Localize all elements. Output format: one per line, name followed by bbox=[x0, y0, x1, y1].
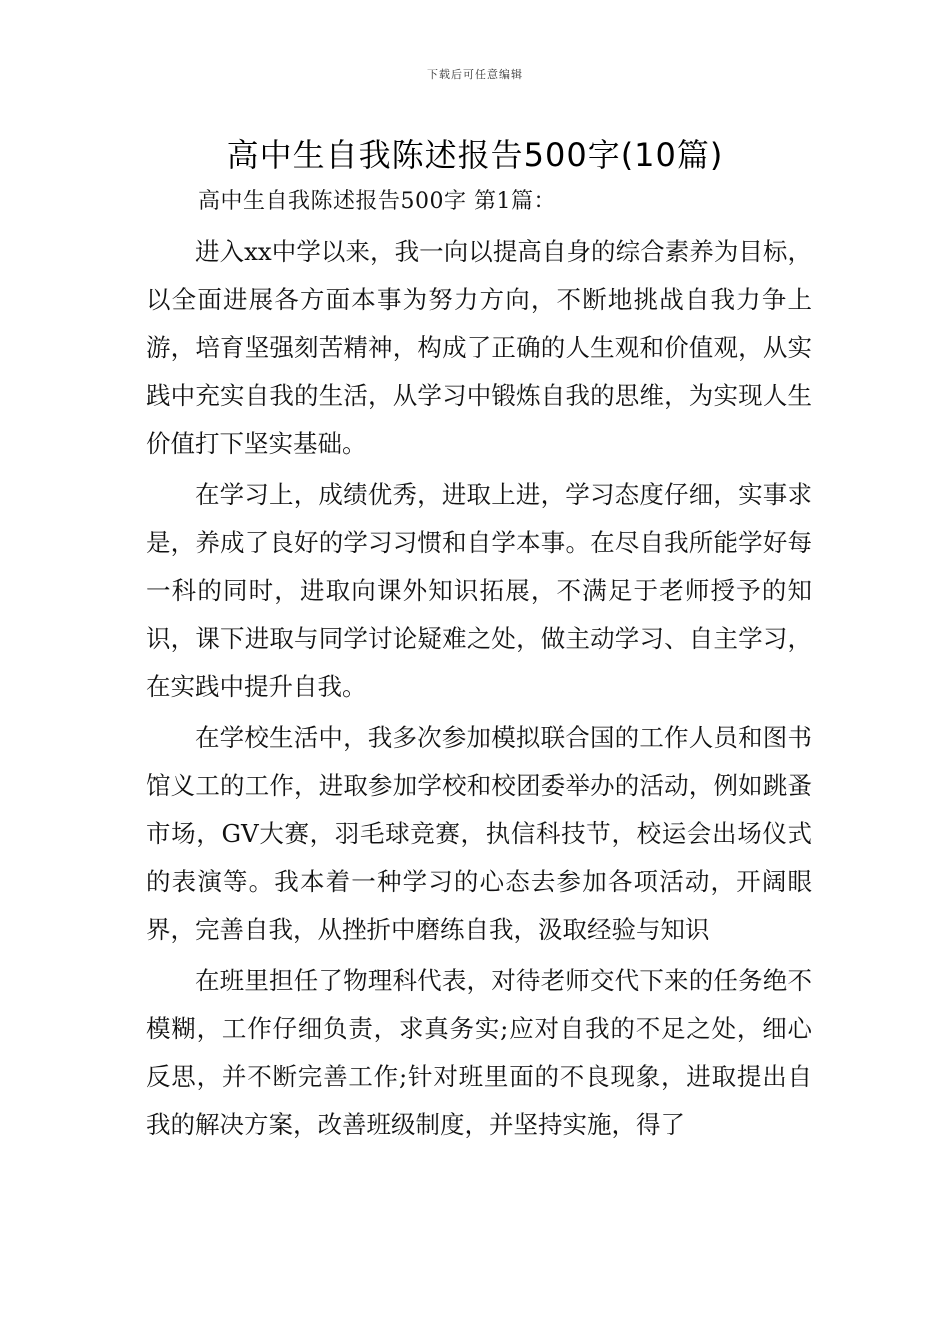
paragraph: 在学校生活中，我多次参加模拟联合国的工作人员和图书馆义工的工作，进取参加学校和校团委举办的活动，例如跳蚤市场，GV大赛，羽毛球竞赛，执信科技节，校运会出场仪式的表演等。我本着一种学习的心态去参加各项活动，开阔眼界，完善自我，从挫折中磨练自我，汲取经验与知识 bbox=[146, 723, 812, 944]
body-text bbox=[146, 228, 812, 1152]
header-note: 下载后可任意编辑 bbox=[427, 68, 523, 81]
paragraph: 在班里担任了物理科代表，对待老师交代下来的任务绝不模糊，工作仔细负责，求真务实;应对自我的不足之处，细心反思，并不断完善工作;针对班里面的不良现象，进取提出自我的解决方案，改善班级制度，并坚持实施，得了 bbox=[146, 966, 812, 1139]
document-title: 高中生自我陈述报告500字(10篇) bbox=[226, 136, 724, 174]
section-subtitle: 高中生自我陈述报告500字 第1篇： bbox=[198, 189, 556, 214]
paragraph: 在学习上，成绩优秀，进取上进，学习态度仔细，实事求是，养成了良好的学习习惯和自学本事。在尽自我所能学好每一科的同时，进取向课外知识拓展，不满足于老师授予的知识，课下进取与同学讨论疑难之处，做主动学习、自主学习，在实践中提升自我。 bbox=[146, 480, 812, 701]
paragraph: 进入xx中学以来，我一向以提高自身的综合素养为目标，以全面进展各方面本事为努力方向，不断地挑战自我力争上游，培育坚强刻苦精神，构成了正确的人生观和价值观，从实践中充实自我的生活，从学习中锻炼自我的思维，为实现人生价值打下坚实基础。 bbox=[146, 237, 812, 458]
